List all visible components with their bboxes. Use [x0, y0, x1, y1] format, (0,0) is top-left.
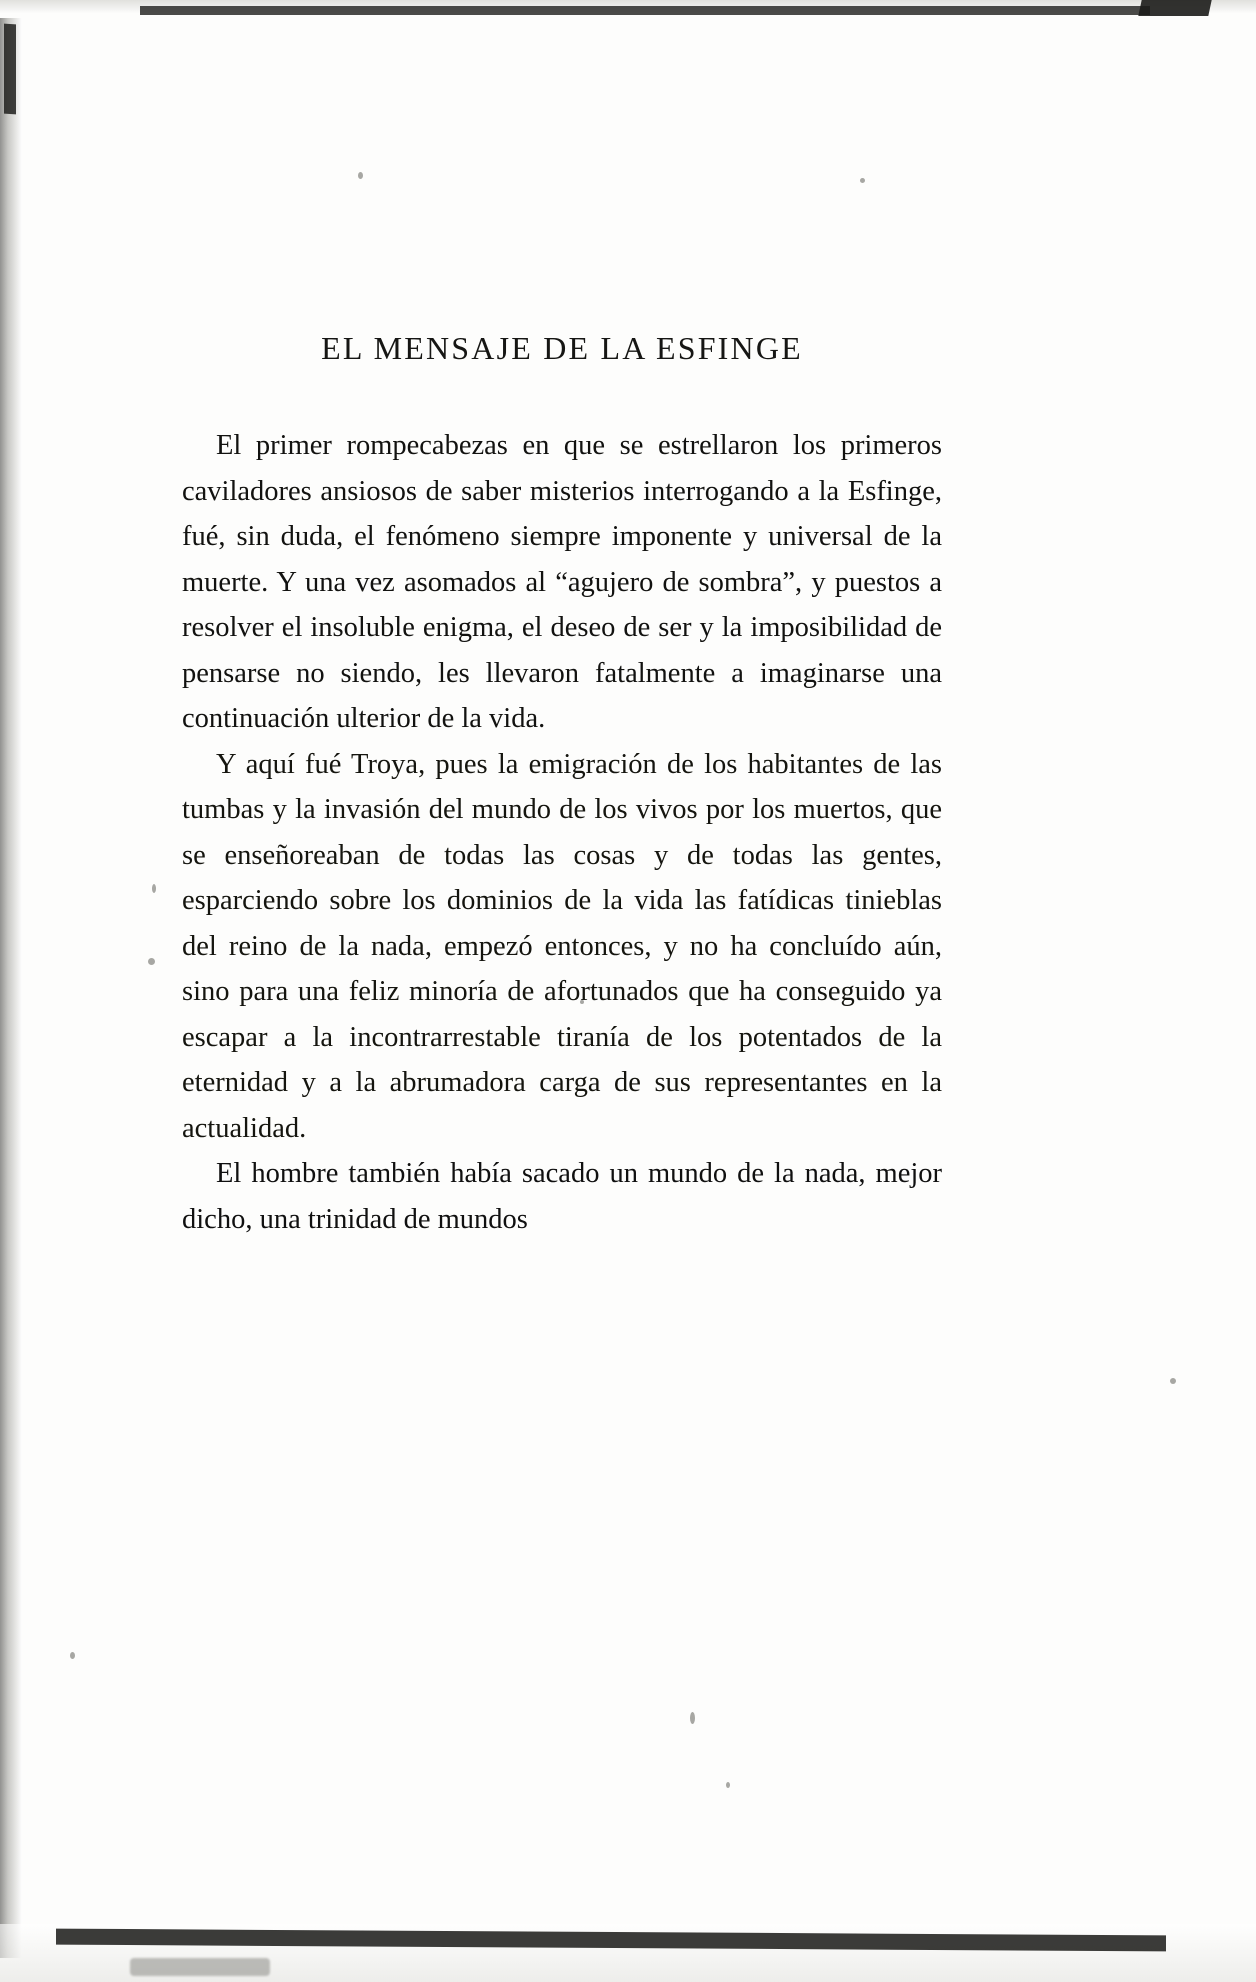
scan-speck [1170, 1378, 1176, 1384]
scan-speck [70, 1652, 75, 1659]
paragraph-text: Y aquí fué Troya, pues la emigración de los habitantes de las tumbas y la invasión del mundo de los vivos por los muertos, que se enseñoreaban de todas las cosas y de todas las gentes, esparciendo sobre los dominios de la vida las fatídicas tinieblas del reino de la nada, empezó entonces, y no ha concluído aún, sino para una feliz minoría de afortunados que ha conseguido ya escapar a la incontrarrestable tiranía de los potentados de la eternidad y a la abrumadora carga de sus representantes en la actualidad. [182, 748, 942, 1144]
paragraph-1 [182, 423, 942, 742]
scan-speck [726, 1782, 730, 1788]
paragraph-2 [182, 742, 942, 1152]
scan-speck [152, 884, 156, 893]
scan-speck [148, 958, 155, 965]
paragraph-text: El hombre también había sacado un mundo de la nada, mejor dicho, una trinidad de mundos [182, 1158, 942, 1235]
page-title: EL MENSAJE DE LA ESFINGE [321, 330, 803, 366]
page-top-dark-band [140, 6, 1150, 15]
scan-speck [690, 1712, 695, 1724]
paragraph-3 [182, 1151, 942, 1242]
scan-speck [358, 172, 363, 179]
page-top-right-corner-mark [1138, 0, 1211, 16]
page-left-corner-mark [4, 24, 16, 115]
page-text-column [182, 330, 942, 1242]
scan-speck [860, 178, 865, 183]
page-left-binding-shadow [0, 18, 22, 1958]
page-bottom-smudge [130, 1958, 270, 1976]
paragraph-text: El primer rompecabezas en que se estrellaron los primeros caviladores ansiosos de saber misterios interrogando a la Esfinge, fué, sin duda, el fenómeno siempre imponente y universal de la muerte. Y una vez asomados al “agujero de sombra”, y puestos a resolver el insoluble enigma, el deseo de ser y la imposibilidad de pensarse no siendo, les llevaron fatalmente a imaginarse una continuación ulterior de la vida. [182, 430, 942, 734]
